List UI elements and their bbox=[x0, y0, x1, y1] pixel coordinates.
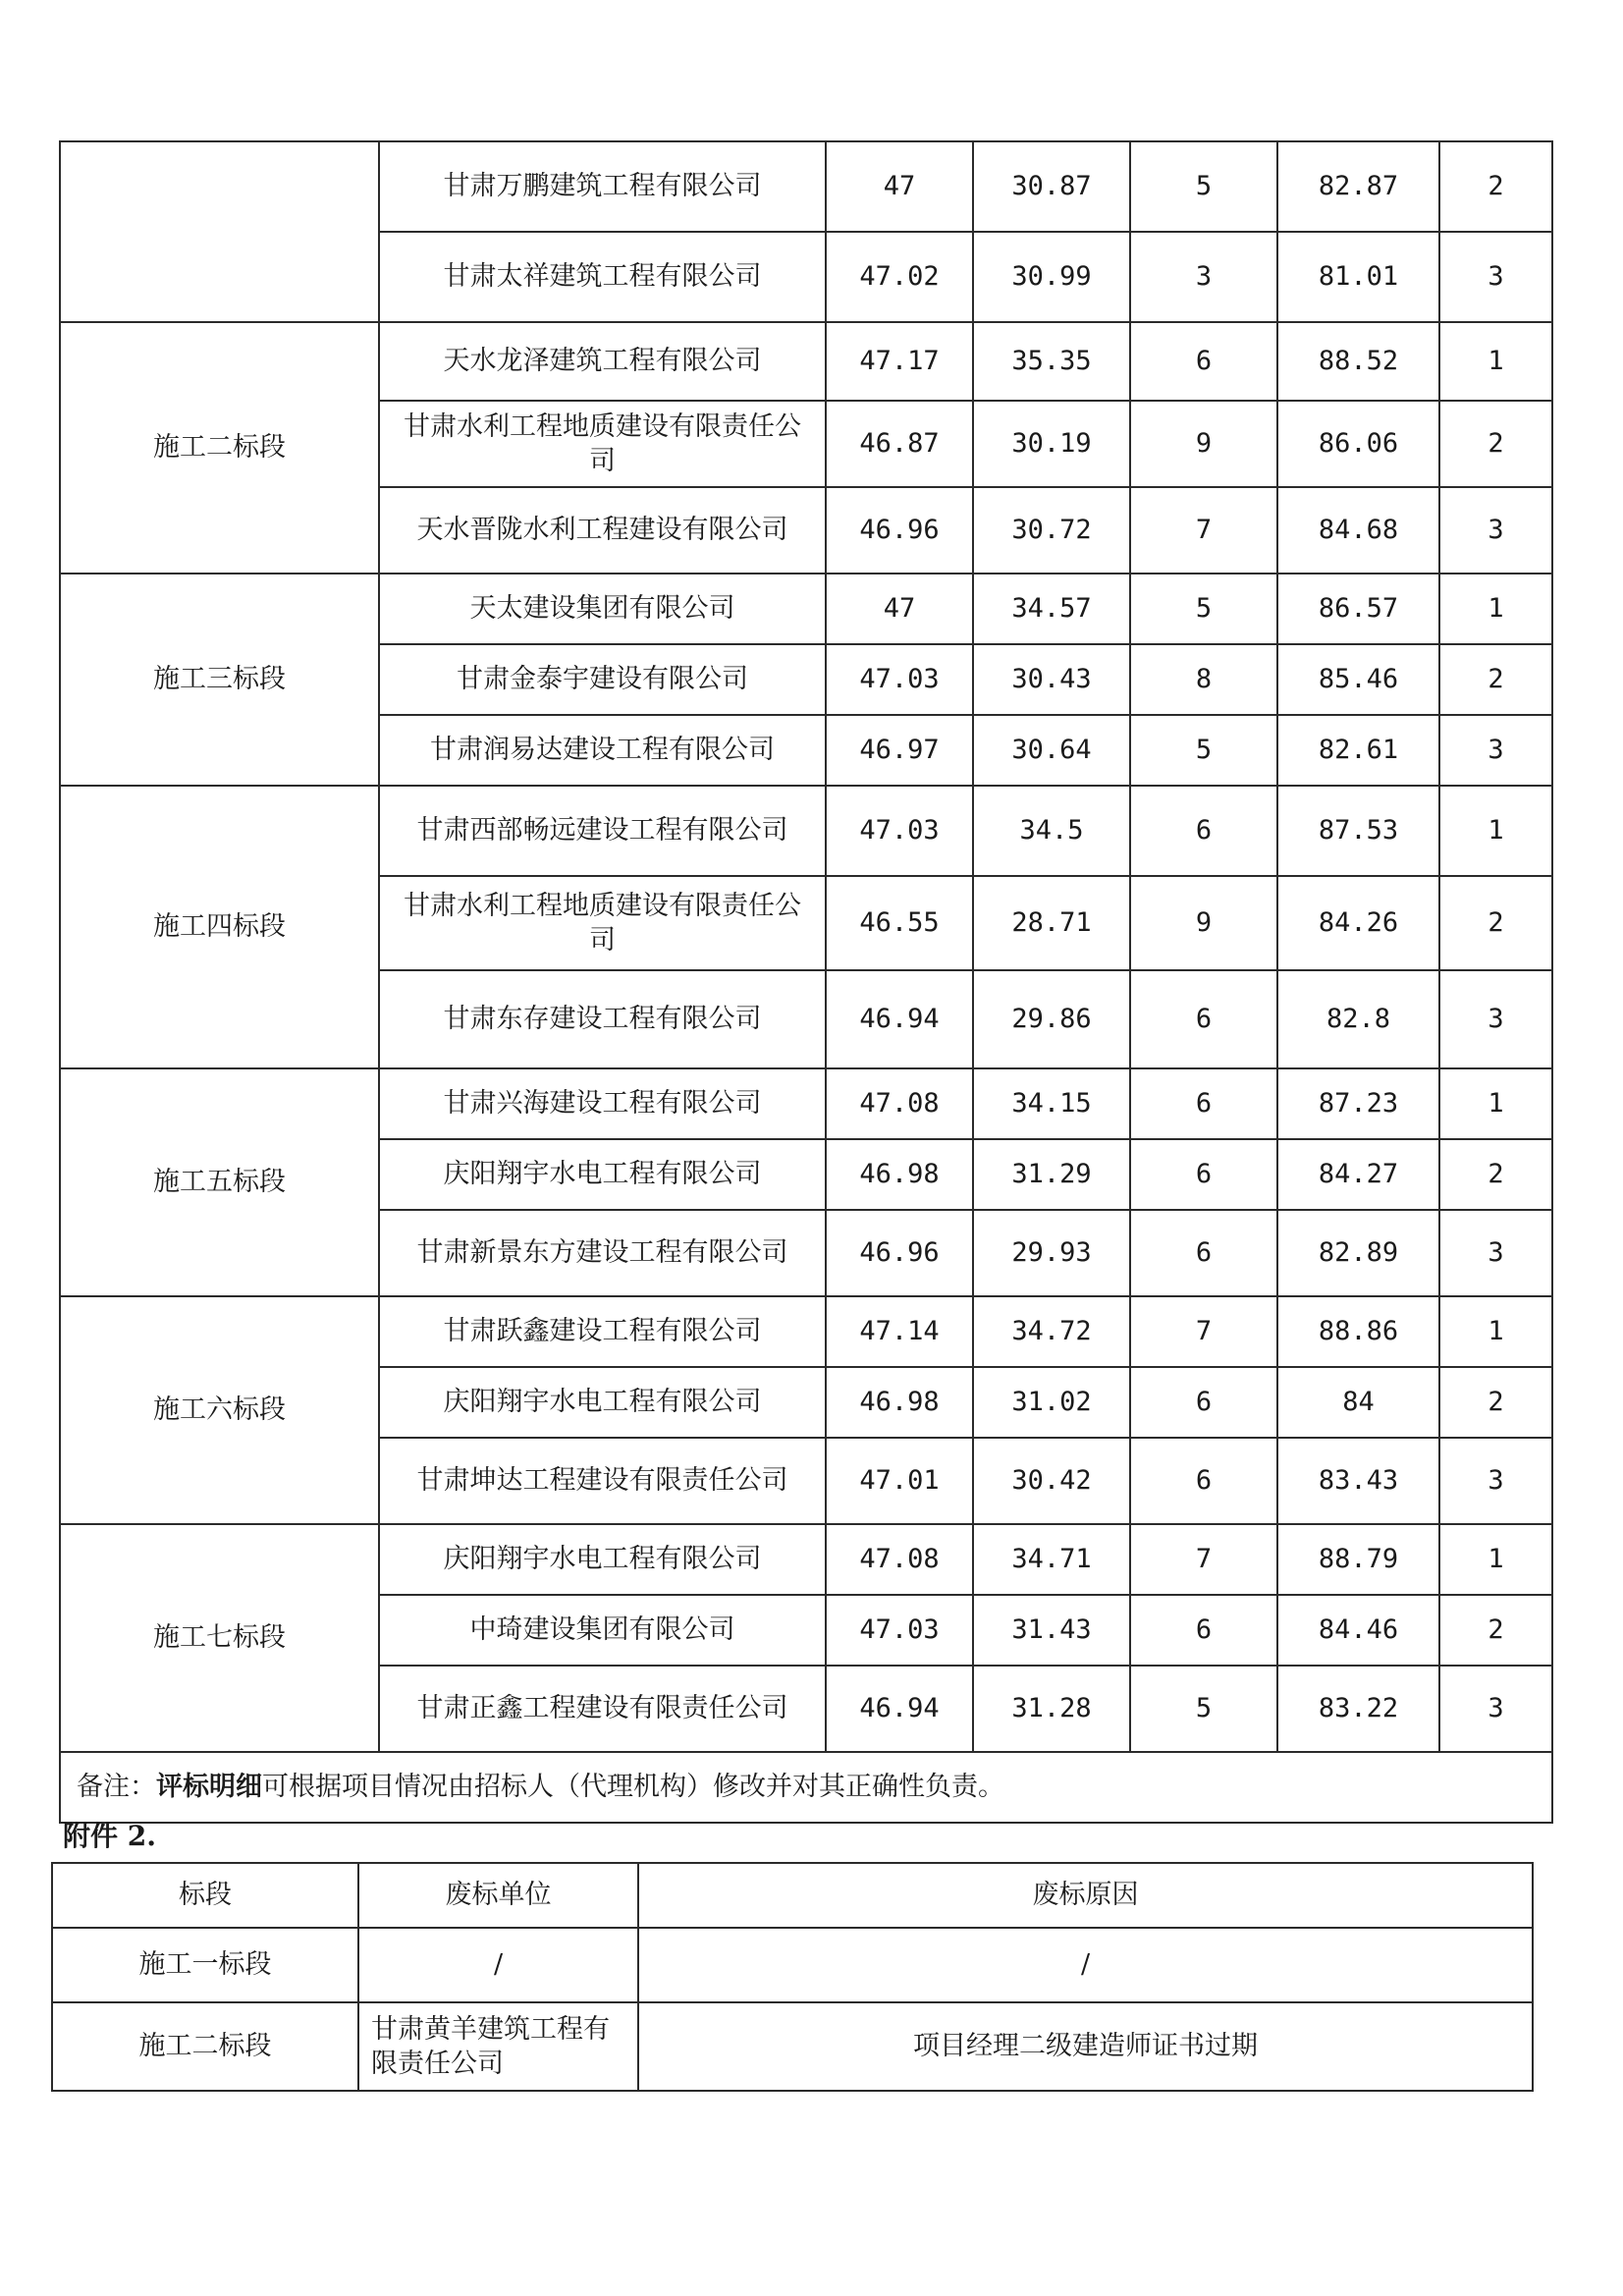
score-cell: 31.29 bbox=[973, 1139, 1130, 1210]
company-name: 中琦建设集团有限公司 bbox=[379, 1595, 826, 1666]
rank-cell: 3 bbox=[1439, 1666, 1552, 1752]
score-cell: 6 bbox=[1130, 1210, 1277, 1296]
score-cell: 46.94 bbox=[826, 970, 973, 1068]
score-cell: 34.15 bbox=[973, 1068, 1130, 1139]
total-score-cell: 81.01 bbox=[1277, 232, 1439, 322]
total-score-cell: 85.46 bbox=[1277, 644, 1439, 715]
total-score-cell: 86.06 bbox=[1277, 401, 1439, 487]
total-score-cell: 83.43 bbox=[1277, 1438, 1439, 1524]
company-name: 甘肃西部畅远建设工程有限公司 bbox=[379, 786, 826, 876]
score-cell: 47.14 bbox=[826, 1296, 973, 1367]
table-row bbox=[60, 141, 1552, 232]
score-cell: 7 bbox=[1130, 487, 1277, 574]
bid-evaluation-table bbox=[59, 140, 1553, 1824]
score-cell: 46.94 bbox=[826, 1666, 973, 1752]
total-score-cell: 84.26 bbox=[1277, 876, 1439, 970]
total-score-cell: 82.89 bbox=[1277, 1210, 1439, 1296]
total-score-cell: 82.61 bbox=[1277, 715, 1439, 786]
table-row bbox=[60, 1296, 1552, 1367]
score-cell: 47.03 bbox=[826, 786, 973, 876]
rank-cell: 3 bbox=[1439, 487, 1552, 574]
rank-cell: 1 bbox=[1439, 1296, 1552, 1367]
table-row bbox=[60, 1524, 1552, 1595]
rank-cell: 1 bbox=[1439, 786, 1552, 876]
rank-cell: 3 bbox=[1439, 970, 1552, 1068]
disqualification-reason: / bbox=[638, 1928, 1533, 2002]
rank-cell: 3 bbox=[1439, 715, 1552, 786]
score-cell: 5 bbox=[1130, 141, 1277, 232]
company-name: 甘肃金泰宇建设有限公司 bbox=[379, 644, 826, 715]
table-row bbox=[60, 322, 1552, 401]
score-cell: 47 bbox=[826, 574, 973, 644]
section-cell-continued bbox=[60, 141, 379, 322]
score-cell: 30.72 bbox=[973, 487, 1130, 574]
table-row bbox=[60, 1068, 1552, 1139]
company-name: 甘肃太祥建筑工程有限公司 bbox=[379, 232, 826, 322]
company-name: 甘肃万鹏建筑工程有限公司 bbox=[379, 141, 826, 232]
remark-text: 可根据项目情况由招标人（代理机构）修改并对其正确性负责。 bbox=[262, 1772, 1004, 1803]
score-cell: 6 bbox=[1130, 322, 1277, 401]
score-cell: 6 bbox=[1130, 970, 1277, 1068]
company-name: 甘肃润易达建设工程有限公司 bbox=[379, 715, 826, 786]
remark-prefix: 备注： bbox=[77, 1772, 156, 1803]
section-name: 施工三标段 bbox=[60, 574, 379, 786]
remark-emphasis: 评标明细 bbox=[156, 1772, 262, 1803]
score-cell: 6 bbox=[1130, 1367, 1277, 1438]
score-cell: 31.02 bbox=[973, 1367, 1130, 1438]
rank-cell: 3 bbox=[1439, 232, 1552, 322]
score-cell: 7 bbox=[1130, 1296, 1277, 1367]
section-name: 施工六标段 bbox=[60, 1296, 379, 1524]
company-name: 甘肃东存建设工程有限公司 bbox=[379, 970, 826, 1068]
column-header: 标段 bbox=[52, 1863, 358, 1928]
score-cell: 30.42 bbox=[973, 1438, 1130, 1524]
score-cell: 47.08 bbox=[826, 1524, 973, 1595]
score-cell: 6 bbox=[1130, 1438, 1277, 1524]
section-name: 施工七标段 bbox=[60, 1524, 379, 1752]
total-score-cell: 83.22 bbox=[1277, 1666, 1439, 1752]
table-row bbox=[52, 2002, 1533, 2091]
column-header: 废标单位 bbox=[358, 1863, 638, 1928]
score-cell: 34.72 bbox=[973, 1296, 1130, 1367]
rank-cell: 2 bbox=[1439, 876, 1552, 970]
rank-cell: 2 bbox=[1439, 644, 1552, 715]
score-cell: 30.87 bbox=[973, 141, 1130, 232]
rank-cell: 3 bbox=[1439, 1210, 1552, 1296]
rank-cell: 1 bbox=[1439, 1524, 1552, 1595]
score-cell: 31.43 bbox=[973, 1595, 1130, 1666]
score-cell: 46.98 bbox=[826, 1367, 973, 1438]
disqualified-unit: 甘肃黄羊建筑工程有限责任公司 bbox=[358, 2002, 638, 2091]
score-cell: 34.71 bbox=[973, 1524, 1130, 1595]
total-score-cell: 88.86 bbox=[1277, 1296, 1439, 1367]
attachment-label: 附件 2. bbox=[63, 1820, 156, 1852]
company-name: 天水晋陇水利工程建设有限公司 bbox=[379, 487, 826, 574]
disqualified-unit: / bbox=[358, 1928, 638, 2002]
total-score-cell: 84.46 bbox=[1277, 1595, 1439, 1666]
score-cell: 3 bbox=[1130, 232, 1277, 322]
total-score-cell: 87.23 bbox=[1277, 1068, 1439, 1139]
score-cell: 47.17 bbox=[826, 322, 973, 401]
rank-cell: 3 bbox=[1439, 1438, 1552, 1524]
company-name: 庆阳翔宇水电工程有限公司 bbox=[379, 1139, 826, 1210]
score-cell: 47 bbox=[826, 141, 973, 232]
score-cell: 9 bbox=[1130, 401, 1277, 487]
score-cell: 28.71 bbox=[973, 876, 1130, 970]
section-cell: 施工二标段 bbox=[52, 2002, 358, 2091]
rank-cell: 2 bbox=[1439, 401, 1552, 487]
rank-cell: 2 bbox=[1439, 1595, 1552, 1666]
rank-cell: 1 bbox=[1439, 1068, 1552, 1139]
score-cell: 47.03 bbox=[826, 644, 973, 715]
total-score-cell: 82.87 bbox=[1277, 141, 1439, 232]
score-cell: 29.93 bbox=[973, 1210, 1130, 1296]
section-cell: 施工一标段 bbox=[52, 1928, 358, 2002]
score-cell: 30.99 bbox=[973, 232, 1130, 322]
section-name: 施工四标段 bbox=[60, 786, 379, 1068]
company-name: 庆阳翔宇水电工程有限公司 bbox=[379, 1367, 826, 1438]
column-header: 废标原因 bbox=[638, 1863, 1533, 1928]
score-cell: 35.35 bbox=[973, 322, 1130, 401]
table-row bbox=[60, 574, 1552, 644]
table-row bbox=[52, 1928, 1533, 2002]
score-cell: 47.01 bbox=[826, 1438, 973, 1524]
rank-cell: 1 bbox=[1439, 574, 1552, 644]
score-cell: 5 bbox=[1130, 574, 1277, 644]
remark-row bbox=[60, 1752, 1552, 1823]
company-name: 天水龙泽建筑工程有限公司 bbox=[379, 322, 826, 401]
company-name: 甘肃兴海建设工程有限公司 bbox=[379, 1068, 826, 1139]
disqualified-bids-table bbox=[51, 1862, 1534, 2092]
score-cell: 8 bbox=[1130, 644, 1277, 715]
rank-cell: 1 bbox=[1439, 322, 1552, 401]
rank-cell: 2 bbox=[1439, 1367, 1552, 1438]
score-cell: 29.86 bbox=[973, 970, 1130, 1068]
disqualification-reason: 项目经理二级建造师证书过期 bbox=[638, 2002, 1533, 2091]
section-name: 施工二标段 bbox=[60, 322, 379, 574]
bid-evaluation-table-body bbox=[60, 141, 1552, 1823]
company-name: 甘肃跃鑫建设工程有限公司 bbox=[379, 1296, 826, 1367]
score-cell: 6 bbox=[1130, 1139, 1277, 1210]
total-score-cell: 84.27 bbox=[1277, 1139, 1439, 1210]
company-name: 甘肃坤达工程建设有限责任公司 bbox=[379, 1438, 826, 1524]
score-cell: 6 bbox=[1130, 1595, 1277, 1666]
score-cell: 30.19 bbox=[973, 401, 1130, 487]
score-cell: 5 bbox=[1130, 715, 1277, 786]
score-cell: 30.43 bbox=[973, 644, 1130, 715]
score-cell: 46.55 bbox=[826, 876, 973, 970]
total-score-cell: 82.8 bbox=[1277, 970, 1439, 1068]
table-row bbox=[60, 786, 1552, 876]
total-score-cell: 84.68 bbox=[1277, 487, 1439, 574]
company-name: 天太建设集团有限公司 bbox=[379, 574, 826, 644]
total-score-cell: 87.53 bbox=[1277, 786, 1439, 876]
score-cell: 46.98 bbox=[826, 1139, 973, 1210]
score-cell: 47.08 bbox=[826, 1068, 973, 1139]
total-score-cell: 84 bbox=[1277, 1367, 1439, 1438]
score-cell: 47.03 bbox=[826, 1595, 973, 1666]
section-name: 施工五标段 bbox=[60, 1068, 379, 1296]
score-cell: 46.87 bbox=[826, 401, 973, 487]
total-score-cell: 88.79 bbox=[1277, 1524, 1439, 1595]
total-score-cell: 86.57 bbox=[1277, 574, 1439, 644]
score-cell: 31.28 bbox=[973, 1666, 1130, 1752]
score-cell: 46.97 bbox=[826, 715, 973, 786]
company-name: 甘肃水利工程地质建设有限责任公司 bbox=[379, 876, 826, 970]
score-cell: 7 bbox=[1130, 1524, 1277, 1595]
score-cell: 30.64 bbox=[973, 715, 1130, 786]
score-cell: 46.96 bbox=[826, 1210, 973, 1296]
score-cell: 46.96 bbox=[826, 487, 973, 574]
company-name: 甘肃新景东方建设工程有限公司 bbox=[379, 1210, 826, 1296]
remark-cell bbox=[60, 1752, 1552, 1823]
score-cell: 47.02 bbox=[826, 232, 973, 322]
rank-cell: 2 bbox=[1439, 1139, 1552, 1210]
rank-cell: 2 bbox=[1439, 141, 1552, 232]
company-name: 庆阳翔宇水电工程有限公司 bbox=[379, 1524, 826, 1595]
score-cell: 9 bbox=[1130, 876, 1277, 970]
score-cell: 6 bbox=[1130, 786, 1277, 876]
score-cell: 6 bbox=[1130, 1068, 1277, 1139]
score-cell: 34.57 bbox=[973, 574, 1130, 644]
score-cell: 34.5 bbox=[973, 786, 1130, 876]
table-header-row bbox=[52, 1863, 1533, 1928]
company-name: 甘肃正鑫工程建设有限责任公司 bbox=[379, 1666, 826, 1752]
score-cell: 5 bbox=[1130, 1666, 1277, 1752]
company-name: 甘肃水利工程地质建设有限责任公司 bbox=[379, 401, 826, 487]
total-score-cell: 88.52 bbox=[1277, 322, 1439, 401]
